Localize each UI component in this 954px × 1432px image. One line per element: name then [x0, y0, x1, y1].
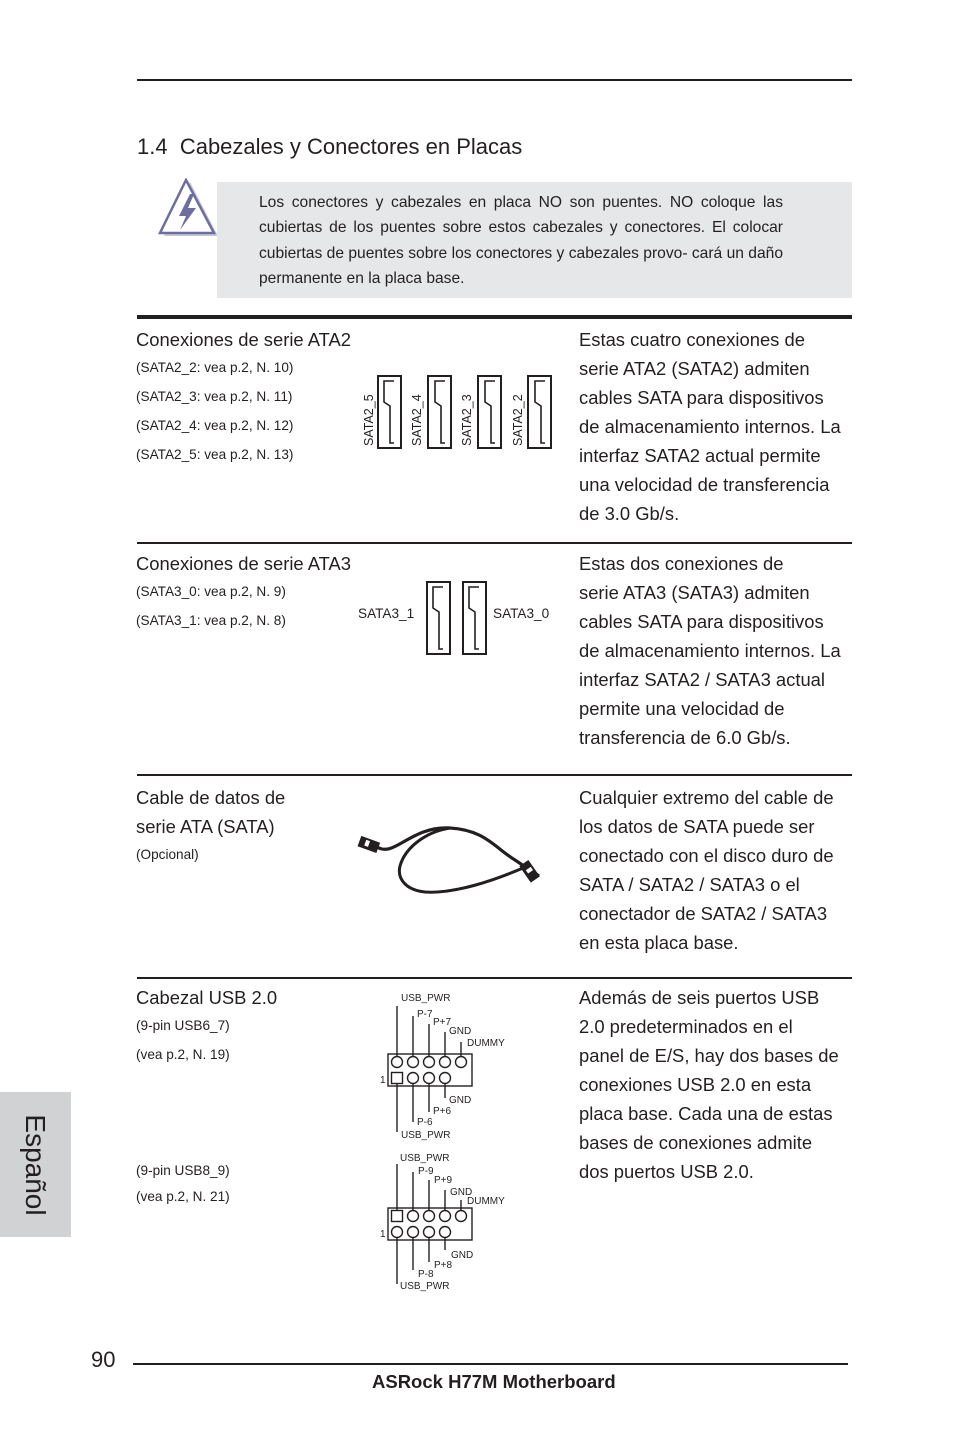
sata2-ref-3: (SATA2_4: vea p.2, N. 12): [136, 418, 294, 433]
cable-title-line-2: serie ATA (SATA): [136, 816, 275, 837]
table-top-rule: [137, 315, 852, 319]
usb1-top-pminus: P-7: [417, 1009, 433, 1020]
sata2-desc-line: Estas cuatro conexiones de: [579, 329, 805, 350]
cable-desc-line: en esta placa base.: [579, 932, 739, 953]
sata2-desc-line: serie ATA2 (SATA2) admiten: [579, 358, 810, 379]
usb2-top-dummy: DUMMY: [467, 1196, 505, 1207]
sata2-ref-2: (SATA2_3: vea p.2, N. 11): [136, 389, 293, 404]
sata2-4-label: SATA2_4: [410, 394, 424, 446]
cable-desc-line: conectador de SATA2 / SATA3: [579, 903, 828, 924]
usb2-top-pwr: USB_PWR: [400, 1153, 450, 1164]
usb6-7-header-diagram: [378, 986, 518, 1144]
row-divider: [137, 542, 852, 544]
sata3-1-label: SATA3_1: [358, 606, 415, 621]
sata2-description: [579, 325, 841, 528]
usb-header2-ref2: (vea p.2, N. 21): [136, 1189, 230, 1204]
usb-header1-ref2: (vea p.2, N. 19): [136, 1047, 230, 1062]
section-title: Cabezales y Conectores en Placas: [179, 134, 523, 159]
sata2-desc-line: interfaz SATA2 actual permite: [579, 445, 821, 466]
sata2-ref-4: (SATA2_5: vea p.2, N. 13): [136, 447, 294, 462]
section-heading: [137, 134, 522, 160]
usb-desc-line: placa base. Cada una de estas: [579, 1103, 833, 1124]
sata2-connectors-diagram: [355, 372, 560, 454]
usb-desc-line: bases de conexiones admite: [579, 1132, 813, 1153]
top-rule: [137, 79, 852, 81]
usb1-bot-pplus: P+6: [433, 1106, 452, 1117]
usb1-top-pplus: P+7: [433, 1017, 452, 1028]
usb2-top-gnd: GND: [450, 1187, 473, 1198]
sata3-ref-1: (SATA3_0: vea p.2, N. 9): [136, 584, 286, 599]
usb-header2-ref1: (9-pin USB8_9): [136, 1163, 230, 1178]
sata3-0-label: SATA3_0: [493, 606, 550, 621]
usb-title: Cabezal USB 2.0: [136, 987, 278, 1008]
sata3-connectors-diagram: [355, 578, 555, 660]
sata2-desc-line: una velocidad de transferencia: [579, 474, 830, 495]
sata3-title: Conexiones de serie ATA3: [136, 553, 352, 574]
sata2-ref-1: (SATA2_2: vea p.2, N. 10): [136, 360, 294, 375]
usb2-bot-pplus: P+8: [434, 1260, 453, 1271]
sata2-5-label: SATA2_5: [362, 394, 376, 446]
usb-desc-line: conexiones USB 2.0 en esta: [579, 1074, 812, 1095]
cable-desc-line: SATA / SATA2 / SATA3 o el: [579, 874, 800, 895]
usb1-bot-gnd: GND: [449, 1095, 472, 1106]
language-side-tab-label: Español: [20, 1114, 51, 1216]
usb1-bot-pwr: USB_PWR: [401, 1130, 451, 1141]
row-divider: [137, 774, 852, 776]
usb-desc-line: Además de seis puertos USB: [579, 987, 820, 1008]
sata3-desc-line: cables SATA para dispositivos: [579, 611, 824, 632]
cable-description: [579, 783, 834, 957]
sata2-3-label: SATA2_3: [460, 394, 474, 446]
usb1-bot-pminus: P-6: [417, 1117, 433, 1128]
footer-rule: [133, 1363, 848, 1365]
sata2-desc-line: cables SATA para dispositivos: [579, 387, 824, 408]
sata2-2-label: SATA2_2: [511, 394, 525, 446]
sata2-desc-line: de 3.0 Gb/s.: [579, 503, 680, 524]
sata3-1-port: [427, 582, 450, 654]
sata2-2-port: [528, 376, 551, 448]
sata3-desc-line: serie ATA3 (SATA3) admiten: [579, 582, 810, 603]
sata2-title: Conexiones de serie ATA2: [136, 329, 352, 350]
sata3-desc-line: permite una velocidad de: [579, 698, 785, 719]
sata3-ref-2: (SATA3_1: vea p.2, N. 8): [136, 613, 286, 628]
warning-icon: [156, 178, 220, 240]
cable-desc-line: los datos de SATA puede ser: [579, 816, 815, 837]
usb2-bot-pwr: USB_PWR: [400, 1281, 450, 1292]
usb-desc-line: 2.0 predeterminados en el: [579, 1016, 793, 1037]
sata-cable-image: [355, 818, 545, 898]
sata2-desc-line: de almacenamiento internos. La: [579, 416, 841, 437]
sata2-3-port: [478, 376, 501, 448]
usb1-top-pwr: USB_PWR: [401, 993, 451, 1004]
sata3-desc-line: interfaz SATA2 / SATA3 actual: [579, 669, 825, 690]
sata3-desc-line: transferencia de 6.0 Gb/s.: [579, 727, 791, 748]
usb8-9-header-diagram: [378, 1146, 518, 1296]
page-number: 90: [91, 1347, 116, 1372]
usb1-pin1-label: 1: [380, 1075, 386, 1086]
sata2-4-port: [428, 376, 451, 448]
usb-desc-line: panel de E/S, hay dos bases de: [579, 1045, 839, 1066]
usb-desc-line: dos puertos USB 2.0.: [579, 1161, 754, 1182]
usb1-top-gnd: GND: [449, 1026, 472, 1037]
usb-header1-ref1: (9-pin USB6_7): [136, 1018, 230, 1033]
usb2-bot-pminus: P-8: [418, 1269, 434, 1280]
sata2-5-port: [378, 376, 401, 448]
usb2-pin1-label: 1: [380, 1229, 386, 1240]
usb2-top-pminus: P-9: [418, 1166, 434, 1177]
sata3-description: [579, 549, 841, 752]
usb-description: [579, 983, 839, 1186]
footer-model: ASRock H77M Motherboard: [372, 1371, 616, 1392]
cable-optional-label: (Opcional): [136, 847, 199, 862]
note-text: Los conectores y cabezales en placa NO son puentes. NO coloque las cubiertas de los puentes sobre estos cabezales y conectores. El colocar cubiertas de puentes sobre los conectores y cabezales provo- cará un daño permanente en la placa base.: [259, 194, 783, 287]
usb2-top-pplus: P+9: [434, 1175, 453, 1186]
sata3-0-port: [463, 582, 486, 654]
cable-desc-line: Cualquier extremo del cable de: [579, 787, 834, 808]
usb1-top-dummy: DUMMY: [467, 1038, 505, 1049]
sata3-desc-line: de almacenamiento internos. La: [579, 640, 841, 661]
usb2-bot-gnd: GND: [451, 1250, 474, 1261]
row-divider: [137, 977, 852, 979]
cable-title-line-1: Cable de datos de: [136, 787, 286, 808]
sata3-desc-line: Estas dos conexiones de: [579, 553, 784, 574]
cable-desc-line: conectado con el disco duro de: [579, 845, 834, 866]
section-number: 1.4: [137, 134, 168, 159]
